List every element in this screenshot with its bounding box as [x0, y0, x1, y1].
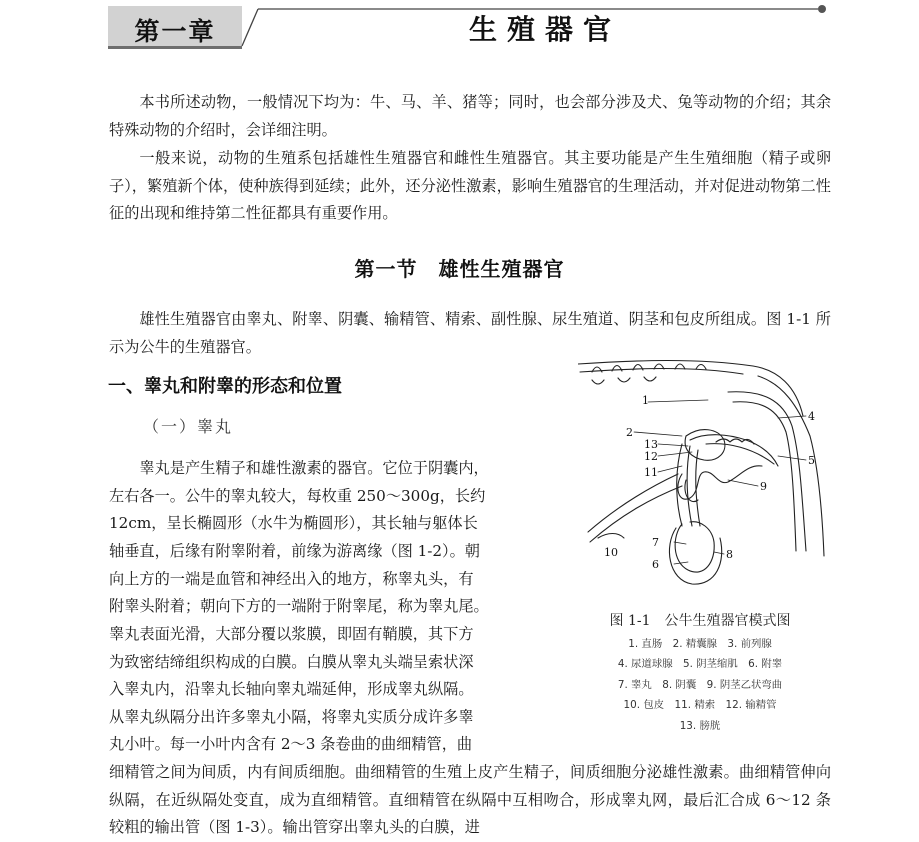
section-title: 第一节 雄性生殖器官 [354, 257, 565, 281]
figure-label: 12 [644, 450, 658, 463]
chapter-title: 生殖器官 [468, 13, 621, 46]
figure-legend-line: 1. 直肠 2. 精囊腺 3. 前列腺 [628, 638, 772, 650]
figure-label: 4 [808, 410, 815, 423]
chapter-tab [108, 6, 242, 49]
figure-label: 6 [652, 558, 659, 571]
figure-prepuce [598, 534, 624, 539]
figure-label: 9 [760, 480, 767, 493]
header-dot [818, 5, 826, 13]
body-line: 从睾丸纵隔分出许多睾丸小隔，将睾丸实质分成许多睾 [109, 708, 474, 726]
body-line: 轴垂直，后缘有附睾附着，前缘为游离缘（图 1-2）。朝 [109, 542, 480, 560]
intro-paragraph-1: 本书所述动物，一般情况下均为：牛、马、羊、猪等；同时，也会部分涉及犬、兔等动物的介绍；其余特殊动物的介绍时，会详细注明。 [109, 93, 831, 139]
figure-label: 10 [604, 546, 618, 559]
figure-bladder [685, 430, 725, 461]
sub-subsection-title: （一）睾丸 [143, 417, 234, 436]
figure-scrotum [669, 528, 721, 584]
figure-legend-line: 4. 尿道球腺 5. 阴茎缩肌 6. 附睾 [617, 658, 783, 671]
figure-label: 2 [626, 426, 633, 439]
body-paragraph-full: 细精管之间为间质，内有间质细胞。曲细精管的生殖上皮产生精子，间质细胞分泌雄性激素。曲细精管伸向纵隔，在近纵隔处变直，成为直细精管。直细精管在纵隔中互相吻合，形成睾丸网，最后汇合成 6～12 条较粗的输出管（图 1-3）。输出管穿出睾丸头的白膜，进 [109, 763, 831, 837]
body-line: 附睾头附着；朝向下方的一端附于附睾尾，称为睾丸尾。 [109, 597, 489, 615]
body-line: 丸小叶。每一小叶内含有 2～3 条卷曲的曲细精管，曲 [109, 735, 473, 753]
figure-legend-line: 7. 睾丸 8. 阴囊 9. 阴茎乙状弯曲 [617, 678, 783, 691]
figure-legend [570, 634, 830, 736]
intro-paragraph-2: 一般来说，动物的生殖系包括雄性生殖器官和雌性生殖器官。其主要功能是产生生殖细胞（精子或卵子），繁殖新个体，使种族得到延续；此外，还分泌性激素，影响生殖器官的生理活动，并对促进动物第二性征的出现和维持第二性征都具有重要作用。 [109, 149, 831, 223]
figure-rectum [728, 392, 806, 551]
bull-reproductive-organs-figure [578, 356, 828, 586]
body-line: 睾丸是产生精子和雄性激素的器官。它位于阴囊内， [139, 459, 489, 477]
subsection-title: 一、睾丸和附睾的形态和位置 [108, 376, 342, 397]
body-line: 为致密结缔组织构成的白膜。白膜从睾丸头端呈索状深 [109, 653, 474, 671]
figure-legend-line: 10. 包皮 11. 精索 12. 输精管 [623, 699, 777, 712]
body-line: 左右各一。公牛的睾丸较大，每枚重 250～300g，长约 [109, 487, 486, 505]
figure-testis [675, 522, 714, 572]
figure-label: 1 [642, 394, 649, 407]
figure-label: 5 [808, 454, 815, 467]
body-line: 睾丸表面光滑，大部分覆以浆膜，即固有鞘膜，其下方 [109, 625, 474, 643]
figure-sigmoid-flexure [678, 466, 762, 499]
figure-label: 7 [652, 536, 659, 549]
figure-label: 8 [726, 548, 733, 561]
figure-label: 11 [644, 466, 658, 479]
figure-caption: 图 1-1 公牛生殖器官模式图 [609, 613, 791, 629]
body-line: 入睾丸内，沿睾丸长轴向睾丸端延伸，形成睾丸纵隔。 [109, 680, 474, 698]
section-intro: 雄性生殖器官由睾丸、附睾、阴囊、输精管、精索、副性腺、尿生殖道、阴茎和包皮所组成。图 1-1 所示为公牛的生殖器官。 [109, 310, 831, 356]
body-line: 向上方的一端是血管和神经出入的地方，称睾丸头，有 [109, 570, 474, 588]
figure-label: 13 [644, 438, 658, 451]
body-line: 12cm，呈长椭圆形（水牛为椭圆形），其长轴与躯体长 [109, 514, 478, 532]
chapter-label: 第一章 [134, 17, 216, 46]
figure-legend-line: 13. 膀胱 [679, 719, 721, 732]
